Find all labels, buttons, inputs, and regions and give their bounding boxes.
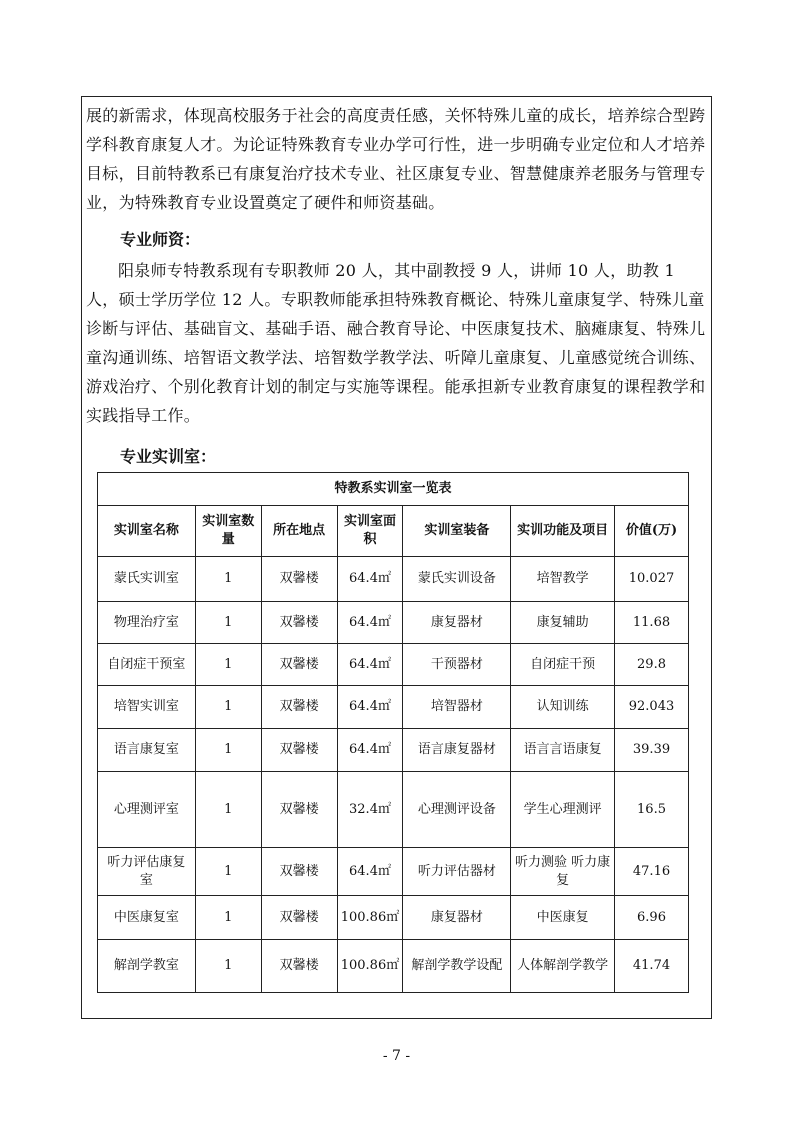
cell-value: 29.8 <box>615 644 689 686</box>
cell-count: 1 <box>195 644 261 686</box>
cell-area: 100.86㎡ <box>337 896 403 940</box>
column-header: 实训室数量 <box>195 506 261 557</box>
cell-location: 双馨楼 <box>261 644 337 686</box>
cell-count: 1 <box>195 940 261 993</box>
table-row <box>98 772 689 848</box>
cell-equipment: 康复器材 <box>403 896 511 940</box>
cell-function: 自闭症干预 <box>511 644 615 686</box>
cell-name: 语言康复室 <box>98 729 196 772</box>
table-row <box>98 602 689 644</box>
cell-count: 1 <box>195 848 261 896</box>
table-row <box>98 896 689 940</box>
cell-equipment: 听力评估器材 <box>403 848 511 896</box>
cell-equipment: 语言康复器材 <box>403 729 511 772</box>
cell-count: 1 <box>195 896 261 940</box>
column-header: 价值(万) <box>615 506 689 557</box>
cell-area: 64.4㎡ <box>337 602 403 644</box>
cell-value: 92.043 <box>615 686 689 729</box>
cell-function: 听力测验 听力康复 <box>511 848 615 896</box>
cell-area: 32.4㎡ <box>337 772 403 848</box>
cell-count: 1 <box>195 602 261 644</box>
table-row <box>98 644 689 686</box>
column-header: 实训室装备 <box>403 506 511 557</box>
cell-equipment: 培智器材 <box>403 686 511 729</box>
cell-equipment: 蒙氏实训设备 <box>403 557 511 602</box>
cell-location: 双馨楼 <box>261 940 337 993</box>
table-row <box>98 848 689 896</box>
table-row <box>98 557 689 602</box>
column-header: 实训室名称 <box>98 506 196 557</box>
table-caption: 特教系实训室一览表 <box>98 473 689 506</box>
heading-labs: 专业实训室： <box>120 447 217 466</box>
column-header: 实训室面积 <box>337 506 403 557</box>
cell-function: 学生心理测评 <box>511 772 615 848</box>
cell-name: 培智实训室 <box>98 686 196 729</box>
cell-location: 双馨楼 <box>261 848 337 896</box>
cell-location: 双馨楼 <box>261 729 337 772</box>
heading-faculty: 专业师资： <box>120 230 201 249</box>
cell-location: 双馨楼 <box>261 557 337 602</box>
cell-name: 蒙氏实训室 <box>98 557 196 602</box>
page-number: - 7 - <box>382 1048 411 1064</box>
cell-equipment: 心理测评设备 <box>403 772 511 848</box>
cell-function: 康复辅助 <box>511 602 615 644</box>
cell-value: 6.96 <box>615 896 689 940</box>
cell-area: 64.4㎡ <box>337 848 403 896</box>
cell-area: 100.86㎡ <box>337 940 403 993</box>
cell-name: 听力评估康复室 <box>98 848 196 896</box>
column-header: 所在地点 <box>261 506 337 557</box>
cell-count: 1 <box>195 772 261 848</box>
cell-location: 双馨楼 <box>261 602 337 644</box>
cell-name: 中医康复室 <box>98 896 196 940</box>
cell-equipment: 解剖学教学设配 <box>403 940 511 993</box>
cell-function: 人体解剖学教学 <box>511 940 615 993</box>
cell-area: 64.4㎡ <box>337 686 403 729</box>
cell-area: 64.4㎡ <box>337 644 403 686</box>
labs-table <box>97 472 689 993</box>
cell-count: 1 <box>195 686 261 729</box>
cell-value: 10.027 <box>615 557 689 602</box>
table-header-row <box>98 506 689 557</box>
cell-value: 16.5 <box>615 772 689 848</box>
cell-function: 中医康复 <box>511 896 615 940</box>
table-row <box>98 729 689 772</box>
cell-function: 认知训练 <box>511 686 615 729</box>
paragraph-faculty: 阳泉师专特教系现有专职教师 20 人，其中副教授 9 人，讲师 10 人，助教 1 人，硕士学历学位 12 人。专职教师能承担特殊教育概论、特殊儿童康复学、特殊儿童诊断与评估、基础盲文、基础手语、融合教育导论、中医康复技术、脑瘫康复、特殊儿童沟通训练、培智语文教学法、培智数学教学法、听障儿童康复、儿童感觉统合训练、游戏治疗、个别化教育计划的制定与实施等课程。能承担新专业教育康复的课程教学和实践指导工作。 <box>86 261 706 425</box>
cell-area: 64.4㎡ <box>337 557 403 602</box>
cell-function: 语言言语康复 <box>511 729 615 772</box>
paragraph-intro: 展的新需求，体现高校服务于社会的高度责任感，关怀特殊儿童的成长，培养综合型跨学科教育康复人才。为论证特殊教育专业办学可行性，进一步明确专业定位和人才培养目标，目前特教系已有康复治疗技术专业、社区康复专业、智慧健康养老服务与管理专业，为特殊教育专业设置奠定了硬件和师资基础。 <box>86 106 706 212</box>
table-row <box>98 686 689 729</box>
cell-name: 心理测评室 <box>98 772 196 848</box>
table-row <box>98 940 689 993</box>
cell-count: 1 <box>195 729 261 772</box>
cell-name: 物理治疗室 <box>98 602 196 644</box>
cell-value: 39.39 <box>615 729 689 772</box>
cell-value: 47.16 <box>615 848 689 896</box>
cell-equipment: 干预器材 <box>403 644 511 686</box>
cell-equipment: 康复器材 <box>403 602 511 644</box>
cell-function: 培智教学 <box>511 557 615 602</box>
cell-value: 41.74 <box>615 940 689 993</box>
cell-value: 11.68 <box>615 602 689 644</box>
cell-location: 双馨楼 <box>261 896 337 940</box>
cell-name: 自闭症干预室 <box>98 644 196 686</box>
cell-name: 解剖学教室 <box>98 940 196 993</box>
column-header: 实训功能及项目 <box>511 506 615 557</box>
cell-count: 1 <box>195 557 261 602</box>
cell-location: 双馨楼 <box>261 772 337 848</box>
cell-location: 双馨楼 <box>261 686 337 729</box>
cell-area: 64.4㎡ <box>337 729 403 772</box>
